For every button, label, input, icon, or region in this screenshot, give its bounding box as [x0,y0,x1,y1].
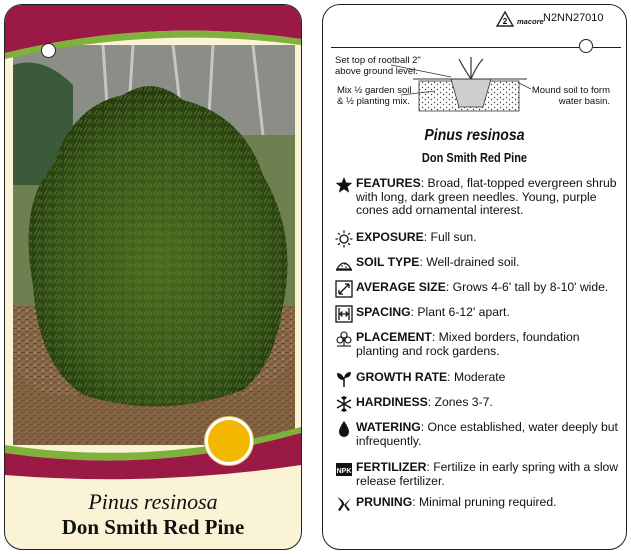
feature-hardiness [335,396,621,410]
feature-pruning [335,496,621,510]
full-sun-icon [205,417,253,465]
feature-text: : Full sun. [423,230,477,244]
feature-exposure [335,231,621,245]
feature-text: : Moderate [447,370,506,384]
pruners-icon [335,495,353,513]
feature-label: GROWTH RATE [356,370,448,384]
planting-label-mix: Mix ½ garden soil & ½ planting mix. [337,85,412,107]
feature-text: : Minimal pruning required. [412,495,557,509]
feature-label: FEATURES [356,176,421,190]
placement-icon [335,330,353,348]
planting-label-mound: Mound soil to form water basin. [531,85,610,107]
feature-label: PRUNING [356,495,413,509]
feature-label: WATERING [356,420,421,434]
feature-spacing [335,306,621,320]
feature-placement [335,331,621,358]
feature-text: : Once established, water deeply but infrequently. [356,420,618,448]
feature-text: : Grows 4-6' tall by 8-10' wide. [445,280,609,294]
bottom-color-band [5,405,301,485]
water-drop-icon [335,420,353,438]
npk-icon [335,460,353,478]
svg-text:2: 2 [502,17,508,26]
feature-fertilizer [335,461,621,488]
macore-label: macore [517,17,544,26]
fold-line [331,47,579,48]
feature-features [335,177,621,218]
feature-label: SPACING [356,305,411,319]
feature-label: PLACEMENT [356,330,432,344]
front-common-name: Don Smith Red Pine [61,515,245,539]
growth-icon [335,370,353,388]
back-tag [322,4,627,550]
back-latin-name: Pinus resinosa [424,127,525,144]
hang-hole [41,43,56,58]
feature-text: : Mixed borders, foundation planting and rock gardens. [356,330,580,358]
feature-label: FERTILIZER [356,460,427,474]
feature-watering [335,421,621,448]
item-code: N2NN27010 [543,12,604,24]
feature-text: : Zones 3-7. [427,395,493,409]
recycle-icon [495,10,515,30]
feature-label: SOIL TYPE [356,255,420,269]
star-icon [335,176,353,194]
feature-soil-type [335,256,621,270]
soil-icon [335,255,353,273]
feature-label: AVERAGE SIZE [356,280,446,294]
feature-text: : Well-drained soil. [419,255,520,269]
sun-icon [335,230,353,248]
pine-shrub-photo [13,45,295,445]
feature-label: EXPOSURE [356,230,424,244]
feature-text: : Fertilize in early spring with a slow release fertilizer. [356,460,619,488]
front-latin-name: Pinus resinosa [88,489,218,514]
fold-line [593,47,621,48]
front-tag [4,4,302,550]
planting-label-top: Set top of rootball 2" above ground level. [335,55,421,77]
feature-average-size [335,281,621,295]
svg-text:NPK: NPK [336,468,352,475]
feature-text: : Broad, flat-topped evergreen shrub with long, dark green needles. Young, purple cones add ornamental interest. [356,176,617,217]
back-common-name: Don Smith Red Pine [421,151,528,165]
snowflake-icon [335,395,353,413]
feature-label: HARDINESS [356,395,428,409]
spacing-icon [335,305,353,323]
feature-text: : Plant 6-12' apart. [410,305,510,319]
size-icon [335,280,353,298]
feature-growth-rate [335,371,621,385]
